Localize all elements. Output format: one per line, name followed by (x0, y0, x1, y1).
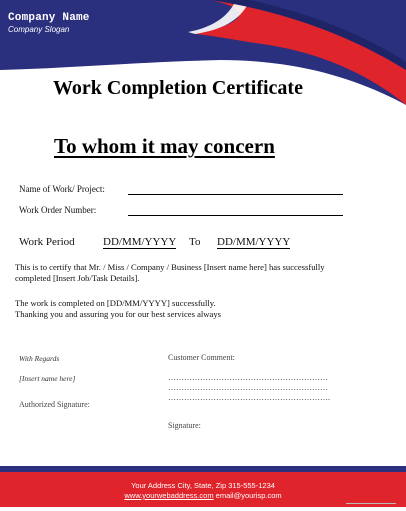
comment-dotted-line-2: …………………………………………………… (168, 383, 328, 392)
signature-label: Signature: (168, 421, 201, 430)
thanks-line: Thanking you and assuring you for our best services always (15, 309, 221, 319)
company-name: Company Name (8, 12, 90, 24)
work-period-label: Work Period (19, 236, 75, 248)
certification-paragraph: This is to certify that Mr. / Miss / Company / Business [Insert name here] has successfully completed [Insert Job/Task Details]. (15, 262, 325, 283)
insert-name-text: [Insert name here] (19, 374, 76, 383)
name-of-work-label: Name of Work/ Project: (19, 184, 105, 194)
completion-line: The work is completed on [DD/MM/YYYY] successfully. (15, 298, 216, 308)
with-regards-text: With Regards (19, 354, 60, 363)
footer-email[interactable]: email@yourisp.com (215, 491, 282, 500)
comment-dotted-line-3: ……………………………………………………. (168, 393, 330, 402)
authorized-signature-label: Authorized Signature: (19, 400, 90, 409)
company-slogan: Company Slogan (8, 25, 70, 34)
watermark-text (346, 502, 396, 507)
customer-comment-label: Customer Comment: (168, 353, 235, 362)
period-to-word: To (189, 236, 201, 248)
work-order-label: Work Order Number: (19, 205, 97, 215)
footer-contact (0, 491, 406, 500)
work-order-line (128, 215, 343, 216)
footer-address: Your Address City, State, Zip 315-555-1234 (131, 481, 275, 490)
name-of-work-line (128, 194, 343, 195)
period-to-date: DD/MM/YYYY (217, 236, 291, 248)
certificate-title: Work Completion Certificate (53, 77, 303, 99)
footer-website-link[interactable]: www.yourwebaddress.com (124, 491, 214, 500)
salutation-heading: To whom it may concern (54, 134, 275, 158)
period-from-date: DD/MM/YYYY (103, 236, 177, 248)
comment-dotted-line-1: …………………………………………………… (168, 373, 328, 382)
